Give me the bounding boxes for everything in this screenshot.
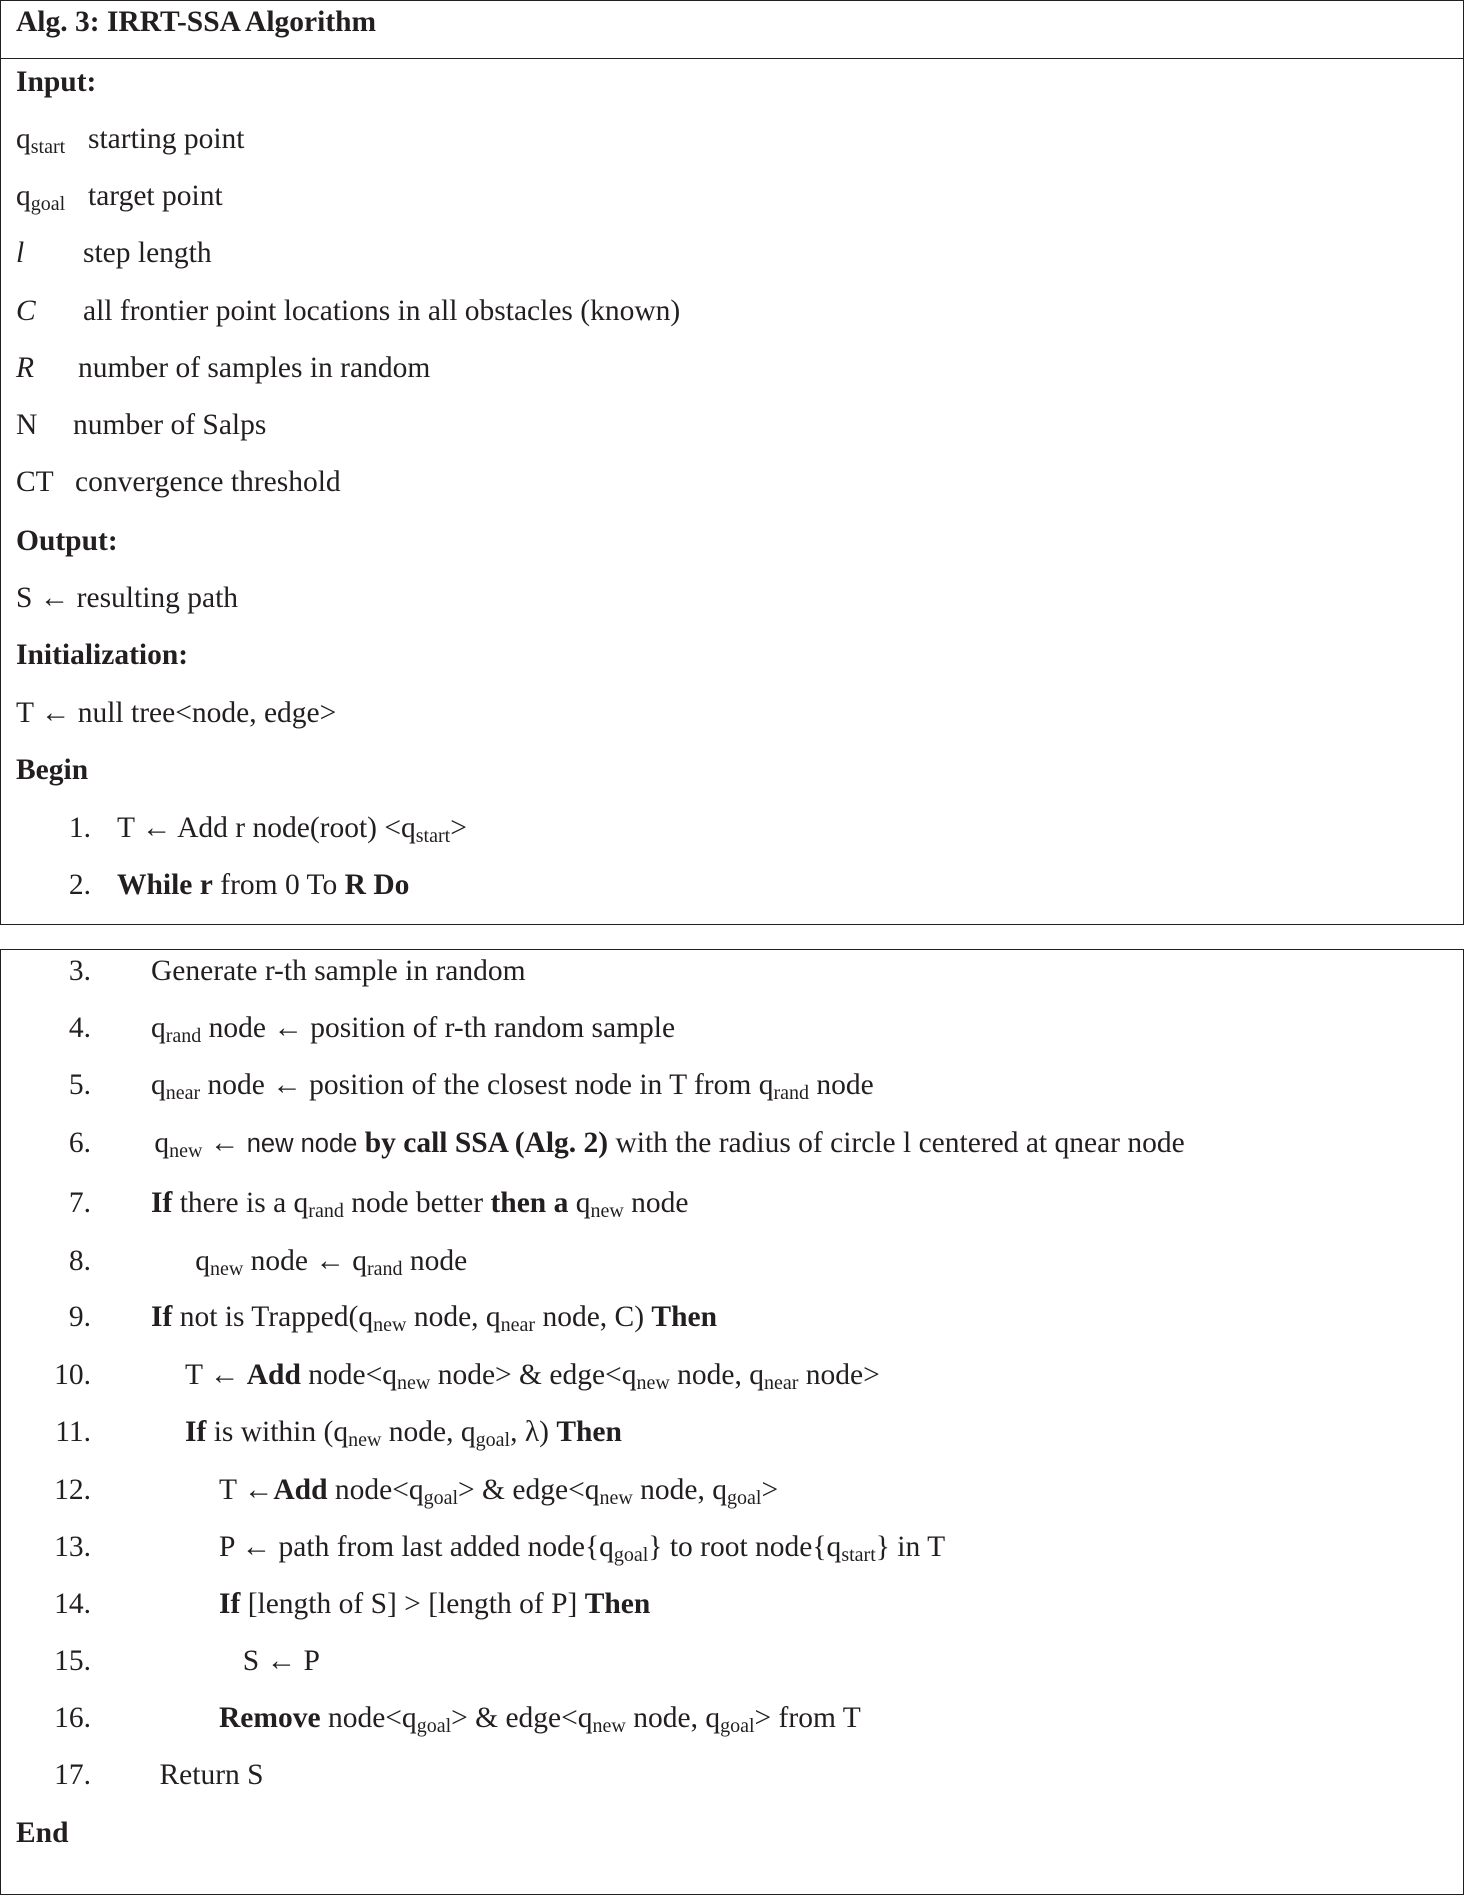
text-segment: node<q [320,1702,417,1734]
text-segment: If [151,1301,173,1333]
step-number: 13. [54,1531,91,1563]
text-segment: If [185,1416,207,1448]
text-segment: q [195,1245,210,1277]
text-segment: node, C) [535,1301,652,1333]
input-symbol-subscript: start [30,136,66,158]
step-text [219,1701,861,1735]
step-number: 8. [68,1245,91,1277]
step-text [117,868,409,902]
text-segment: q [154,1127,170,1159]
text-segment: } to root node{q [648,1531,842,1563]
input-symbol: C [16,294,36,327]
subscript: new [590,1200,624,1222]
step-text [154,1126,1184,1161]
output-heading: Output: [16,525,118,557]
subscript: new [592,1715,626,1737]
subscript: goal [416,1715,452,1737]
text-segment: , λ) [510,1416,557,1448]
text-segment: node, q [625,1702,721,1734]
text-segment: node> & edge<q [430,1359,637,1391]
step-text [243,1644,320,1678]
text-segment: Add [273,1474,328,1506]
text-segment: with the radius of circle l centered at qnear node [608,1127,1185,1159]
text-segment: by call SSA (Alg. 2) [357,1127,609,1159]
step-number: 15. [54,1645,91,1677]
subscript: goal [475,1429,511,1451]
step-number: 3. [68,955,91,987]
text-segment: > & edge<q [451,1702,593,1734]
step-text [151,1011,675,1045]
subscript: goal [720,1715,755,1737]
text-segment: Return S [159,1759,264,1791]
text-segment: then a [490,1187,569,1219]
text-segment: node [623,1187,689,1219]
step-number: 1. [68,812,91,844]
subscript: rand [165,1025,202,1047]
input-row [16,294,681,328]
text-segment: node, q [381,1416,476,1448]
input-symbol-subscript: goal [30,193,66,216]
text-segment: node<q [300,1359,397,1391]
subscript: goal [423,1487,459,1509]
input-row [16,465,341,499]
input-description: number of Salps [73,409,267,441]
subscript: rand [308,1200,344,1222]
text-segment: S ← P [242,1645,320,1677]
text-segment: > [761,1474,779,1506]
text-segment: q [151,1012,166,1044]
output-line: S ← resulting path [16,582,239,614]
text-segment: Remove [219,1702,321,1734]
subscript: near [764,1372,799,1394]
text-segment: not is Trapped(q [172,1301,374,1333]
text-segment: > & edge<q [458,1474,600,1506]
subscript: rand [366,1258,403,1280]
text-segment: new node [246,1130,358,1158]
subscript: start [841,1544,876,1566]
input-row [16,236,212,270]
step-number: 9. [68,1301,91,1333]
input-symbol: N [16,409,38,441]
text-segment: node, q [669,1359,764,1391]
subscript: goal [727,1487,762,1509]
text-segment: T ← Add r node(root) <q [117,812,416,844]
step-number: 4. [68,1012,91,1044]
step-text [195,1244,467,1278]
text-segment: node<q [327,1474,424,1506]
input-heading: Input: [16,66,97,98]
text-segment: > [450,812,467,844]
text-segment: is within (q [206,1416,349,1448]
input-symbol: q [16,123,31,155]
step-number: 12. [54,1474,91,1506]
text-segment: q [568,1187,591,1219]
step-number: 16. [54,1702,91,1734]
input-symbol: l [16,237,25,270]
text-segment: > from T [754,1702,861,1734]
text-segment: Add [246,1359,301,1391]
text-segment: node ← position of r-th random sample [201,1012,676,1044]
text-segment: If [219,1588,241,1620]
input-row [16,408,267,442]
text-segment: Then [584,1588,651,1620]
step-number: 17. [54,1759,91,1791]
step-number: 2. [68,869,91,901]
text-segment: P ← path from last added node{q [219,1531,614,1563]
text-segment: Then [651,1301,718,1333]
end-label: End [16,1817,69,1849]
step-text [219,1587,650,1621]
step-text [151,1186,689,1220]
input-description: starting point [88,123,245,155]
text-segment: q [151,1069,166,1101]
text-segment: ← [202,1127,247,1159]
step-text [151,954,526,988]
input-row [16,351,431,385]
step-number: 14. [54,1588,91,1620]
step-number: 10. [54,1359,91,1391]
step-text [117,811,467,845]
text-segment: node better [343,1187,491,1219]
initialization-line: T ← null tree<node, edge> [16,697,337,729]
step-text [219,1530,945,1564]
algorithm-box-part-1 [0,0,1464,925]
step-number: 5. [68,1069,91,1101]
input-description: convergence threshold [75,466,341,499]
algorithm-box-part-2 [0,949,1464,1895]
subscript: near [500,1314,536,1336]
text-segment: If [151,1187,173,1219]
text-segment: node [809,1069,874,1101]
text-segment: node> [798,1359,880,1391]
input-description: number of samples in random [78,351,431,384]
subscript: new [373,1314,407,1336]
text-segment: R Do [344,869,410,901]
input-description: all frontier point locations in all obstacles (known) [83,294,681,327]
input-symbol: q [16,180,31,213]
input-symbol: CT [16,466,54,499]
text-segment: T ← [219,1474,274,1506]
step-text [185,1415,622,1449]
step-number: 7. [68,1187,91,1219]
subscript: new [348,1429,382,1451]
text-segment: from 0 To [212,869,345,901]
subscript: new [599,1487,633,1509]
input-row [16,179,223,216]
subscript: new [209,1258,244,1280]
text-segment: node [402,1245,468,1277]
step-text [185,1358,880,1392]
text-segment: T ← [185,1359,247,1391]
text-segment: [length of S] > [length of P] [240,1588,585,1620]
subscript: rand [773,1082,809,1104]
subscript: goal [613,1544,649,1566]
text-segment: node, q [406,1301,501,1333]
algorithm-title: Alg. 3: IRRT-SSA Algorithm [16,6,377,38]
step-number: 6. [68,1127,91,1159]
step-text [160,1758,264,1792]
text-segment: node ← q [243,1245,367,1277]
text-segment: node ← position of the closest node in T from q [200,1069,774,1101]
initialization-heading: Initialization: [16,639,189,671]
step-text [151,1068,874,1102]
input-description: target point [88,180,223,213]
subscript: new [396,1372,431,1394]
step-text [151,1300,717,1334]
input-symbol: R [16,351,35,384]
input-row [16,122,245,158]
input-description: step length [83,237,212,270]
text-segment: While r [117,869,213,901]
subscript: new [636,1372,670,1394]
text-segment: Then [556,1416,622,1448]
step-text [219,1473,778,1507]
subscript: new [169,1140,203,1162]
text-segment: Generate r-th sample in random [151,955,526,987]
text-segment: there is a q [172,1187,309,1219]
text-segment: node, q [632,1474,728,1506]
step-number: 11. [55,1416,91,1448]
subscript: near [165,1082,201,1104]
subscript: start [415,825,451,847]
title-divider [1,58,1463,59]
text-segment: } in T [875,1531,946,1563]
begin-label: Begin [16,754,89,786]
